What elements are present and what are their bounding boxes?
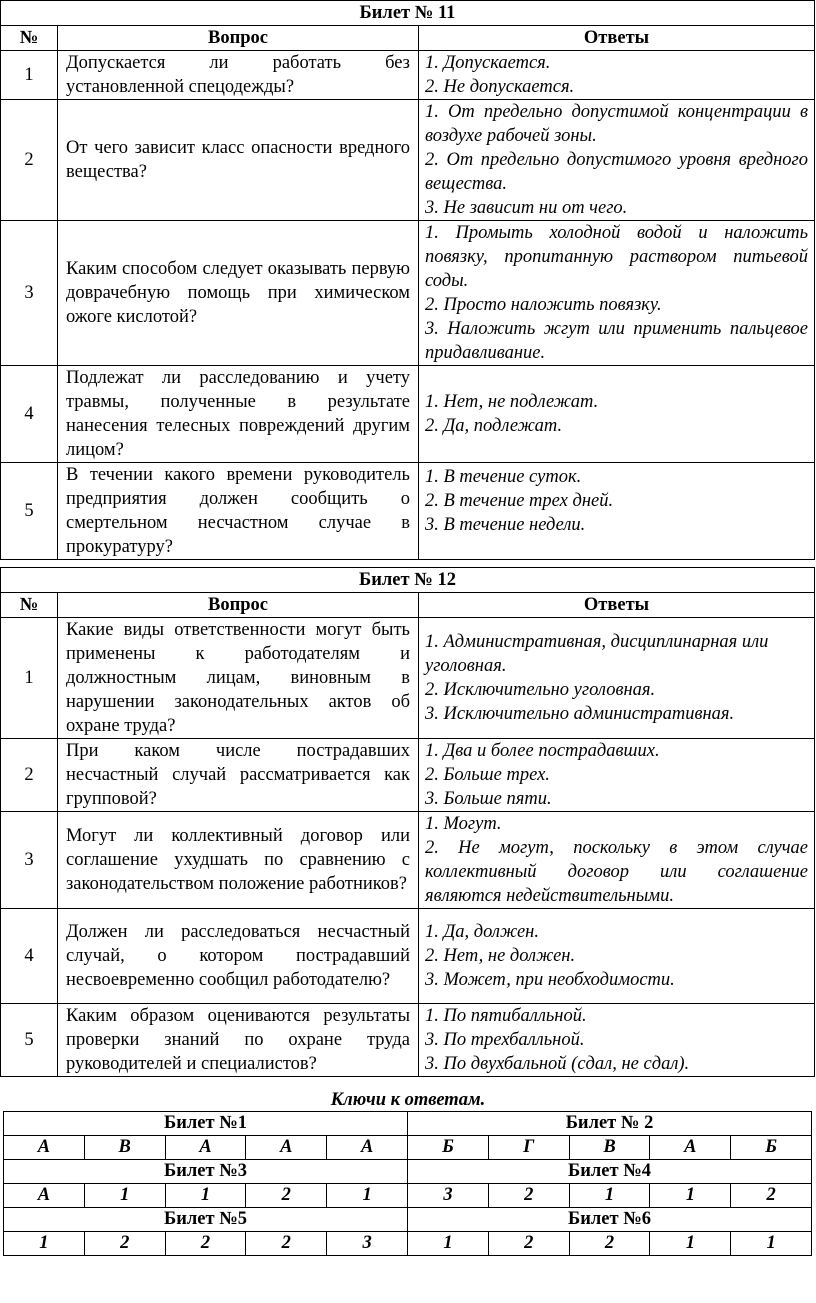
answer-option: 1. Два и более пострадавших. [425, 741, 660, 761]
table-row [1, 909, 815, 1004]
key-cell: Б [408, 1136, 489, 1160]
ticket-11-table [0, 0, 815, 560]
key-ticket-title: Билет №4 [408, 1160, 812, 1184]
key-cell: 2 [488, 1232, 569, 1256]
answer-option: 3. Наложить жгут или применить пальцевое придавливание. [425, 319, 808, 363]
key-ticket-title: Билет №3 [4, 1160, 408, 1184]
answer-option: 2. Исключительно уголовная. [425, 680, 656, 700]
question-text: Каким образом оцениваются результаты проверки знаний по охране труда руководителей и специалистов? [66, 1006, 410, 1074]
key-cell: 2 [488, 1184, 569, 1208]
answer-keys-title: Ключи к ответам. [330, 1090, 486, 1110]
answer-option: 2. Нет, не должен. [425, 946, 576, 966]
ticket-12-title: Билет № 12 [1, 568, 815, 593]
table-row [1, 812, 815, 909]
col-question-header: Вопрос [58, 593, 419, 618]
table-row [1, 463, 815, 560]
key-cell: 1 [569, 1184, 650, 1208]
key-cell: 1 [408, 1232, 489, 1256]
key-cell: 1 [84, 1184, 165, 1208]
question-text: При каком числе пострадавших несчастный случай рассматривается как групповой? [66, 741, 410, 809]
key-ticket-title: Билет № 2 [408, 1112, 812, 1136]
row-number: 5 [1, 1004, 58, 1077]
table-row [1, 366, 815, 463]
answer-option: 1. Нет, не подлежат. [425, 392, 599, 412]
row-number: 4 [1, 909, 58, 1004]
answer-option: 2. Да, подлежат. [425, 416, 563, 436]
question-text: Какие виды ответственности могут быть применены к работодателям и должностным лицам, виновным в нарушении законодательных актов об охране труда? [66, 620, 410, 736]
key-ticket-title: Билет №6 [408, 1208, 812, 1232]
key-cell: 1 [650, 1184, 731, 1208]
answer-option: 3. Не зависит ни от чего. [425, 198, 628, 218]
col-answers-header: Ответы [419, 593, 815, 618]
question-text: Должен ли расследоваться несчастный случай, о котором пострадавший несвоевременно сообщил работодателю? [66, 922, 410, 990]
answer-option: 3. По трехбалльной. [425, 1030, 585, 1050]
answer-option: 3. В течение недели. [425, 515, 586, 535]
col-num-header: № [1, 26, 58, 51]
answer-option: 2. Просто наложить повязку. [425, 295, 662, 315]
key-row [4, 1184, 812, 1208]
answer-option: 3. Исключительно административная. [425, 704, 735, 724]
key-cell: 2 [731, 1184, 812, 1208]
ticket-11-title: Билет № 11 [1, 1, 815, 26]
key-cell: А [246, 1136, 327, 1160]
key-cell: 3 [408, 1184, 489, 1208]
key-cell: А [327, 1136, 408, 1160]
table-row [1, 100, 815, 221]
answer-option: 1. Да, должен. [425, 922, 539, 942]
row-number: 4 [1, 366, 58, 463]
ticket-12-table [0, 567, 815, 1077]
col-question-header: Вопрос [58, 26, 419, 51]
row-number: 1 [1, 51, 58, 100]
question-text: Подлежат ли расследованию и учету травмы, полученные в результате нанесения телесных повреждений другим лицом? [66, 368, 410, 460]
key-cell: 2 [569, 1232, 650, 1256]
answer-option: 1. В течение суток. [425, 467, 582, 487]
row-number: 2 [1, 100, 58, 221]
key-cell: 1 [4, 1232, 85, 1256]
table-row [1, 739, 815, 812]
key-cell: 2 [246, 1232, 327, 1256]
answer-option: 1. Административная, дисциплинарная или уголовная. [425, 632, 769, 676]
answer-option: 3. Может, при необходимости. [425, 970, 675, 990]
key-cell: А [165, 1136, 246, 1160]
key-row [4, 1232, 812, 1256]
key-ticket-title: Билет №1 [4, 1112, 408, 1136]
key-cell: 1 [327, 1184, 408, 1208]
table-row [1, 1004, 815, 1077]
table-row [1, 221, 815, 366]
answer-option: 2. В течение трех дней. [425, 491, 614, 511]
key-row [4, 1136, 812, 1160]
answer-option: 2. Не допускается. [425, 77, 575, 97]
answer-option: 1. От предельно допустимой концентрации в воздухе рабочей зоны. [425, 102, 808, 146]
key-cell: Г [488, 1136, 569, 1160]
col-num-header: № [1, 593, 58, 618]
answer-option: 2. От предельно допустимого уровня вредного вещества. [425, 150, 808, 194]
row-number: 1 [1, 618, 58, 739]
answer-option: 3. По двухбальной (сдал, не сдал). [425, 1054, 690, 1074]
key-cell: А [4, 1184, 85, 1208]
key-cell: 3 [327, 1232, 408, 1256]
key-cell: В [84, 1136, 165, 1160]
key-ticket-title: Билет №5 [4, 1208, 408, 1232]
key-cell: 2 [246, 1184, 327, 1208]
answer-option: 1. По пятибалльной. [425, 1006, 587, 1026]
question-text: От чего зависит класс опасности вредного вещества? [66, 138, 410, 182]
answer-option: 2. Больше трех. [425, 765, 550, 785]
answer-option: 1. Могут. [425, 814, 502, 834]
answer-option: 3. Больше пяти. [425, 789, 552, 809]
key-cell: В [569, 1136, 650, 1160]
key-cell: 2 [84, 1232, 165, 1256]
row-number: 2 [1, 739, 58, 812]
answer-option: 2. Не могут, поскольку в этом случае коллективный договор или соглашение являются недействительными. [425, 838, 808, 906]
key-cell: 1 [731, 1232, 812, 1256]
row-number: 3 [1, 812, 58, 909]
answer-option: 1. Промыть холодной водой и наложить повязку, пропитанную раствором питьевой соды. [425, 223, 808, 291]
key-cell: 1 [650, 1232, 731, 1256]
answer-keys-table [3, 1111, 812, 1256]
table-row [1, 51, 815, 100]
key-cell: Б [731, 1136, 812, 1160]
key-cell: А [650, 1136, 731, 1160]
question-text: В течении какого времени руководитель предприятия должен сообщить о смертельном несчастном случае в прокуратуру? [66, 465, 410, 557]
row-number: 3 [1, 221, 58, 366]
question-text: Допускается ли работать без установленной спецодежды? [66, 53, 410, 97]
question-text: Могут ли коллективный договор или соглашение ухудшать по сравнению с законодательством положение работников? [66, 826, 410, 894]
question-text: Каким способом следует оказывать первую доврачебную помощь при химическом ожоге кислотой? [66, 259, 410, 327]
answer-option: 1. Допускается. [425, 53, 551, 73]
key-cell: А [4, 1136, 85, 1160]
row-number: 5 [1, 463, 58, 560]
key-cell: 1 [165, 1184, 246, 1208]
table-row [1, 618, 815, 739]
key-cell: 2 [165, 1232, 246, 1256]
col-answers-header: Ответы [419, 26, 815, 51]
